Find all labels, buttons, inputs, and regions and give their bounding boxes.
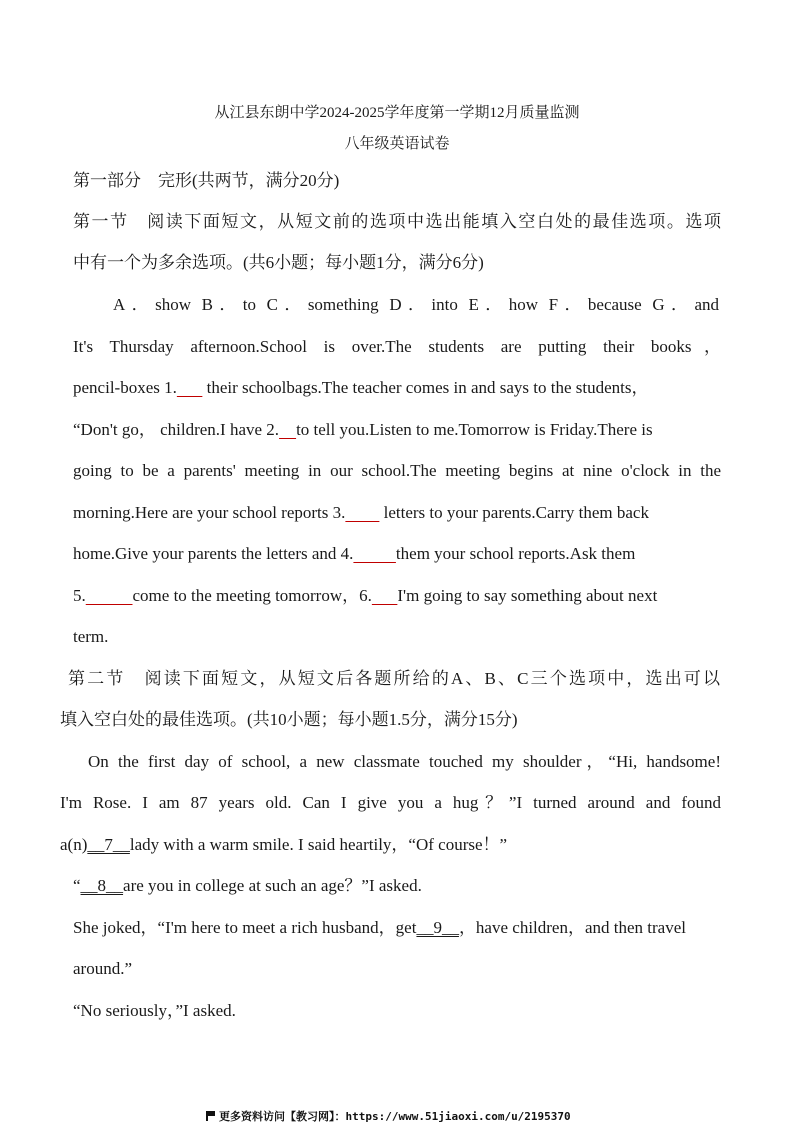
passage1-line4: going to be a parents' meeting in our school.The meeting begins at nine o'clock in the (73, 461, 721, 480)
passage2-line7: “No seriously，”I asked. (73, 1001, 236, 1020)
passage1-line2: pencil-boxes 1. their schoolbags.The teacher comes in and says to the students， (73, 378, 649, 397)
passage1-line6: home.Give your parents the letters and 4. them your school reports.Ask them (73, 544, 636, 563)
option-f: F．because (548, 295, 642, 314)
footer-text: 更多资料访问【教习网】：https://www.51jiaoxi.com/u/2195370 (219, 1110, 571, 1123)
option-a: A．show (113, 295, 191, 314)
passage1-line3: “Don't go， children.I have 2. to tell you.Listen to me.Tomorrow is Friday.There is (73, 420, 653, 439)
passage1-line8: term. (73, 627, 109, 646)
option-d: D．into (389, 295, 458, 314)
blank-6 (372, 586, 398, 605)
option-g: G．and (652, 295, 720, 314)
blank-2 (279, 420, 296, 439)
part1-heading: 第一部分 完形(共两节，满分20分) (73, 171, 340, 190)
option-b: B．to (201, 295, 257, 314)
section1-instructions-line1: 第一节 阅读下面短文，从短文前的选项中选出能填入空白处的最佳选项。选项 (73, 212, 721, 231)
blank-5 (86, 586, 133, 605)
passage2-line6: around.” (73, 959, 133, 978)
blank-8: __8__ (80, 876, 124, 895)
passage2-line4: “__8__are you in college at such an age？”I asked. (73, 876, 422, 895)
options-row (113, 295, 719, 315)
section1-instructions-line2: 中有一个为多余选项。(共6小题；每小题1分，满分6分) (73, 253, 484, 272)
exam-title: 从江县东朗中学2024-2025学年度第一学期12月质量监测 (214, 105, 580, 121)
section2-instructions-line1: 第二节 阅读下面短文，从短文后各题所给的A、B、C三个选项中，选出可以 (68, 669, 720, 688)
passage1-line5: morning.Here are your school reports 3. letters to your parents.Carry them back (73, 503, 649, 522)
passage2-line3: a(n)__7__lady with a warm smile. I said heartily，“Of course！” (60, 835, 508, 854)
blank-1 (177, 378, 203, 397)
option-e: E．how (468, 295, 538, 314)
passage1-line7: 5. come to the meeting tomorrow，6. I'm going to say something about next (73, 586, 658, 605)
footer-link[interactable] (206, 1108, 571, 1124)
flag-icon (206, 1111, 215, 1121)
exam-subtitle: 八年级英语试卷 (344, 136, 450, 152)
passage2-line2: I'm Rose. I am 87 years old. Can I give you a hug？”I turned around and found (60, 793, 721, 812)
section2-instructions-line2: 填入空白处的最佳选项。(共10小题；每小题1.5分，满分15分) (60, 710, 518, 729)
passage2-line5: She joked，“I'm here to meet a rich husband，get__9__，have children，and then travel (73, 918, 686, 937)
option-c: C．something (266, 295, 379, 314)
blank-9: __9__ (416, 918, 459, 937)
blank-3 (345, 503, 379, 522)
passage1-line1: It's Thursday afternoon.School is over.The students are putting their books， (73, 337, 721, 356)
passage2-line1: On the first day of school, a new classmate touched my shoulder，“Hi, handsome! (88, 752, 721, 771)
blank-7: __7__ (87, 835, 130, 854)
blank-4 (353, 544, 396, 563)
